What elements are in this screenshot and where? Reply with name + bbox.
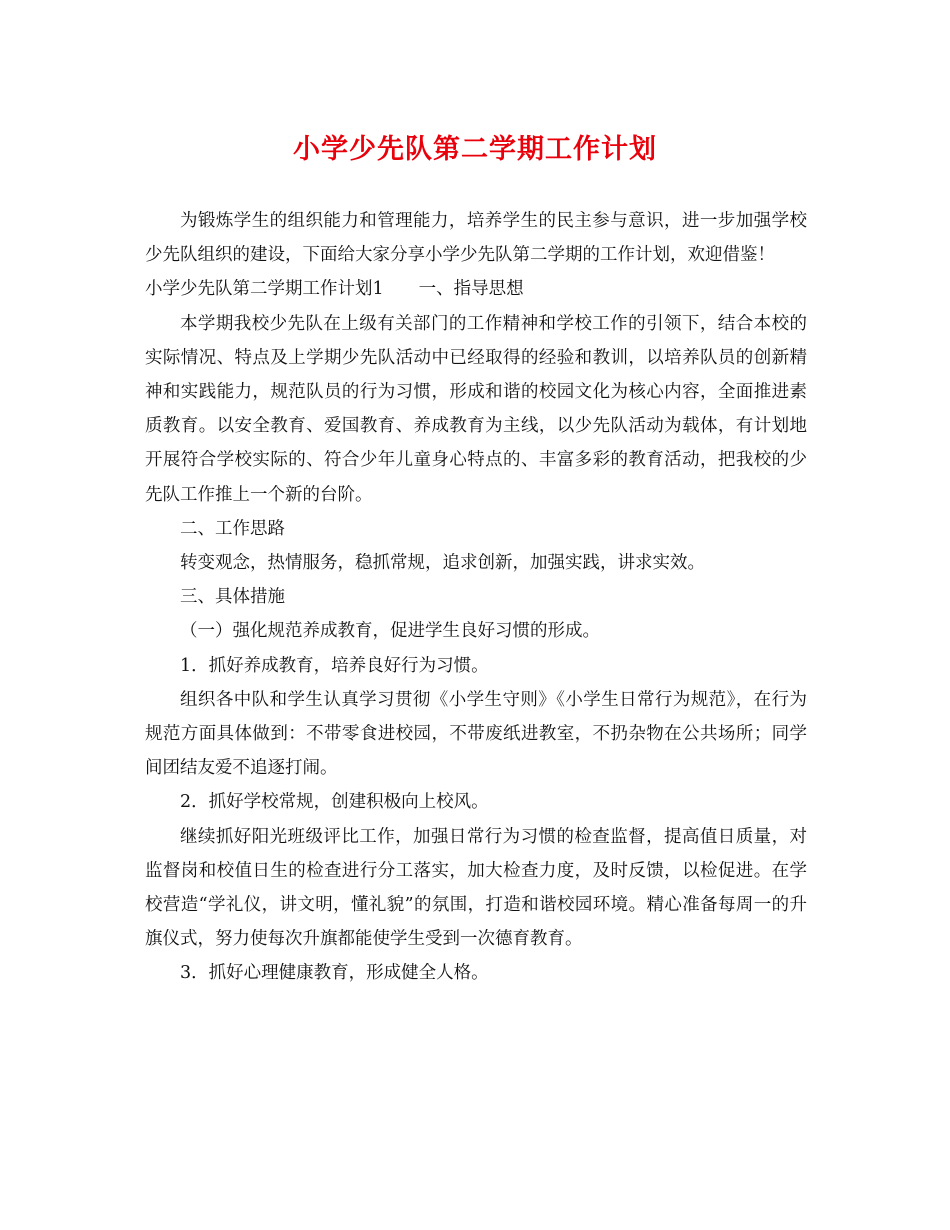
subsection-heading-1: （一）强化规范养成教育，促进学生良好习惯的形成。 bbox=[180, 621, 600, 642]
guiding-thought-paragraph: 本学期我校少先队在上级有关部门的工作精神和学校工作的引领下，结合本校的实际情况、特点及上学期少先队活动中已经取得的经验和教训，以培养队员的创新精神和实践能力，规范队员的行为习惯，形成和谐的校园文化为核心内容，全面推进素质教育。以安全教育、爱国教育、养成教育为主线，以少先队活动为载体，有计划地开展符合学校实际的、符合少年儿童身心特点的、丰富多彩的教育活动，把我校的少先队工作推上一个新的台阶。 bbox=[145, 313, 807, 505]
plan-heading-guiding-thought: 小学少先队第二学期工作计划1 一、指导思想 bbox=[145, 279, 524, 300]
item-1-paragraph: 组织各中队和学生认真学习贯彻《小学生守则》《小学生日常行为规范》，在行为规范方面具体做到：不带零食进校园，不带废纸进教室，不扔杂物在公共场所；同学间团结友爱不追逐打闹。 bbox=[145, 689, 807, 779]
section-heading-work-approach: 二、工作思路 bbox=[180, 518, 285, 539]
item-heading-2: 2．抓好学校常规，创建积极向上校风。 bbox=[180, 792, 489, 813]
item-heading-3: 3．抓好心理健康教育，形成健全人格。 bbox=[180, 963, 489, 984]
intro-paragraph: 为锻炼学生的组织能力和管理能力，培养学生的民主参与意识，进一步加强学校少先队组织的建设，下面给大家分享小学少先队第二学期的工作计划，欢迎借鉴！ bbox=[145, 211, 807, 266]
document-title: 小学少先队第二学期工作计划 bbox=[293, 134, 657, 165]
work-approach-paragraph: 转变观念，热情服务，稳抓常规，追求创新，加强实践，讲求实效。 bbox=[180, 553, 705, 574]
document-body bbox=[145, 204, 807, 991]
item-2-paragraph: 继续抓好阳光班级评比工作，加强日常行为习惯的检查监督，提高值日质量，对监督岗和校值日生的检查进行分工落实，加大检查力度，及时反馈，以检促进。在学校营造“学礼仪，讲文明，懂礼貌”的氛围，打造和谐校园环境。精心准备每周一的升旗仪式，努力使每次升旗都能使学生受到一次德育教育。 bbox=[145, 826, 807, 950]
item-heading-1: 1．抓好养成教育，培养良好行为习惯。 bbox=[180, 655, 489, 676]
section-heading-measures: 三、具体措施 bbox=[180, 587, 285, 608]
